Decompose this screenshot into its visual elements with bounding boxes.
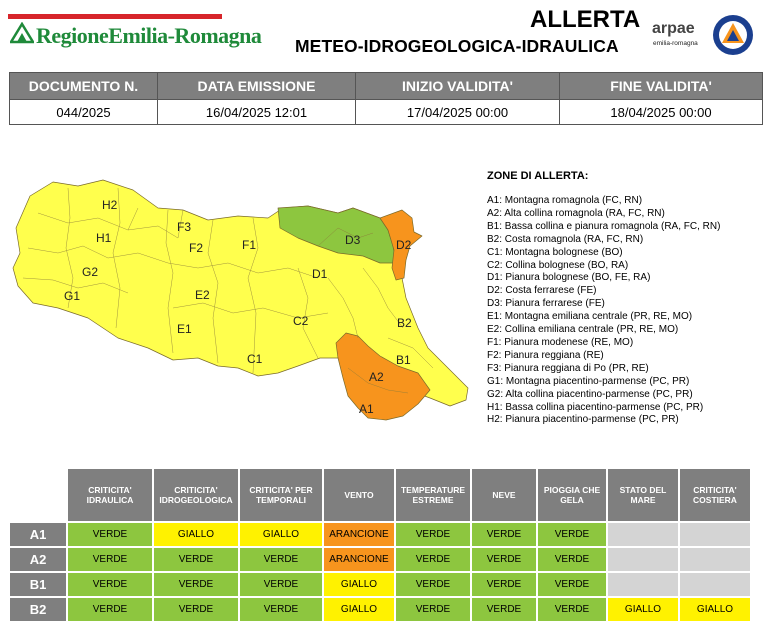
zone-legend-item: A1: Montagna romagnola (FC, RN) [487,195,643,206]
map-label-c1: C1 [247,352,263,366]
criticity-cell: VERDE [239,597,323,622]
regione-logo-text: RegioneEmilia-Romagna [36,23,262,48]
map-label-g2: G2 [82,265,99,279]
criticity-cell: VERDE [537,572,607,597]
zones-legend-list [487,195,720,427]
arpae-logo-name: arpae [652,20,695,37]
zones-legend-title: ZONE DI ALLERTA: [487,170,589,182]
criticity-cell: VERDE [471,572,537,597]
criticity-header-neve: NEVE [471,468,537,522]
criticity-corner [9,468,67,522]
protezione-civile-logo-icon [712,14,754,56]
criticity-cell [607,522,679,547]
logo-red-bar [8,14,222,19]
criticity-header-idraulica: CRITICITA' IDRAULICA [67,468,153,522]
criticity-cell: VERDE [67,572,153,597]
criticity-header-temporali: CRITICITA' PER TEMPORALI [239,468,323,522]
criticity-cell: VERDE [153,572,239,597]
zone-legend-item: E2: Collina emiliana centrale (PR, RE, MO) [487,324,679,336]
zone-legend-item: B1: Bassa collina e pianura romagnola (RA, FC, RN) [487,220,721,232]
regione-mark-icon [10,22,34,44]
page-subtitle: METEO-IDROGEOLOGICA-IDRAULICA [295,36,619,56]
criticity-cell: VERDE [395,572,471,597]
criticity-header-stato-mare: STATO DEL MARE [607,468,679,522]
zone-legend-item: C2: Collina bolognese (BO, RA) [487,259,629,271]
doc-header-end: FINE VALIDITA' [560,73,763,100]
criticity-header-vento: VENTO [323,468,395,522]
doc-header-number: DOCUMENTO N. [10,73,158,100]
doc-validity-start: 17/04/2025 00:00 [356,100,560,125]
zone-legend-item: E1: Montagna emiliana centrale (PR, RE, MO) [487,311,693,323]
criticity-cell [607,547,679,572]
criticity-row [9,597,751,622]
criticity-cell: GIALLO [323,572,395,597]
criticity-cell: VERDE [67,522,153,547]
criticity-zone-label: A1 [9,522,67,547]
criticity-cell: GIALLO [153,522,239,547]
criticity-header-pioggia-gela: PIOGGIA CHE GELA [537,468,607,522]
zone-legend-item: D2: Costa ferrarese (FE) [487,285,597,297]
zone-legend-item: G2: Alta collina piacentino-parmense (PC, PR) [487,388,693,400]
criticity-table [8,467,752,623]
criticity-header-temperature: TEMPERATURE ESTREME [395,468,471,522]
criticity-cell: GIALLO [679,597,751,622]
criticity-cell: GIALLO [607,597,679,622]
criticity-cell: VERDE [153,597,239,622]
map-label-b2: B2 [397,316,412,330]
criticity-cell: VERDE [471,547,537,572]
map-label-d3: D3 [345,233,361,247]
criticity-row [9,522,751,547]
criticity-cell: VERDE [153,547,239,572]
alert-zones-map [8,168,474,438]
map-label-a2: A2 [369,370,384,384]
zone-legend-item: F1: Pianura modenese (RE, MO) [487,336,634,348]
criticity-cell: VERDE [395,597,471,622]
zone-legend-item: H2: Pianura piacentino-parmense (PC, PR) [487,414,679,426]
criticity-cell: VERDE [395,547,471,572]
page-title: ALLERTA [530,6,641,33]
map-label-f2: F2 [189,241,204,255]
zone-legend-item: A2: Alta collina romagnola (RA, FC, RN) [487,207,665,219]
criticity-cell: VERDE [395,522,471,547]
doc-validity-end: 18/04/2025 00:00 [560,100,763,125]
criticity-cell: VERDE [537,597,607,622]
criticity-cell: VERDE [537,547,607,572]
map-label-a1: A1 [359,402,374,416]
criticity-cell: GIALLO [323,597,395,622]
criticity-zone-label: A2 [9,547,67,572]
criticity-cell [679,547,751,572]
map-label-e1: E1 [177,322,192,336]
criticity-zone-label: B2 [9,597,67,622]
criticity-cell: VERDE [239,572,323,597]
zone-legend-item: H1: Bassa collina piacentino-parmense (PC, PR) [487,401,704,413]
map-label-d1: D1 [312,267,328,281]
doc-header-emission: DATA EMISSIONE [158,73,356,100]
zone-legend-item: C1: Montagna bolognese (BO) [487,246,623,258]
criticity-cell: ARANCIONE [323,547,395,572]
map-label-h1: H1 [96,231,112,245]
criticity-header-idrogeologica: CRITICITA' IDROGEOLOGICA [153,468,239,522]
map-label-h2: H2 [102,198,118,212]
arpae-logo [652,20,704,50]
criticity-cell: VERDE [537,522,607,547]
criticity-cell [679,572,751,597]
criticity-cell: ARANCIONE [323,522,395,547]
criticity-cell: VERDE [67,597,153,622]
zone-legend-item: B2: Costa romagnola (RA, FC, RN) [487,233,644,245]
document-info-table [9,72,763,125]
doc-number: 044/2025 [10,100,158,125]
map-label-g1: G1 [64,289,81,303]
doc-header-start: INIZIO VALIDITA' [356,73,560,100]
map-label-f1: F1 [242,238,257,252]
map-label-b1: B1 [396,353,411,367]
arpae-logo-sub: emilia-romagna [653,40,698,47]
zone-legend-item: F3: Pianura reggiana di Po (PR, RE) [487,362,649,374]
regione-emilia-romagna-logo [8,14,262,50]
criticity-cell: VERDE [67,547,153,572]
zone-legend-item: D3: Pianura ferrarese (FE) [487,298,605,310]
map-label-d2: D2 [396,238,412,252]
criticity-cell: VERDE [471,597,537,622]
criticity-row [9,572,751,597]
zone-legend-item: G1: Montagna piacentino-parmense (PC, PR) [487,375,690,387]
zone-legend-item: F2: Pianura reggiana (RE) [487,349,604,361]
criticity-cell: GIALLO [239,522,323,547]
criticity-cell: VERDE [239,547,323,572]
criticity-cell [679,522,751,547]
criticity-row [9,547,751,572]
map-label-c2: C2 [293,314,309,328]
criticity-header-costiera: CRITICITA' COSTIERA [679,468,751,522]
doc-emission-date: 16/04/2025 12:01 [158,100,356,125]
criticity-cell: VERDE [471,522,537,547]
map-label-f3: F3 [177,220,192,234]
map-label-e2: E2 [195,288,210,302]
criticity-zone-label: B1 [9,572,67,597]
zone-legend-item: D1: Pianura bolognese (BO, FE, RA) [487,272,651,284]
criticity-cell [607,572,679,597]
